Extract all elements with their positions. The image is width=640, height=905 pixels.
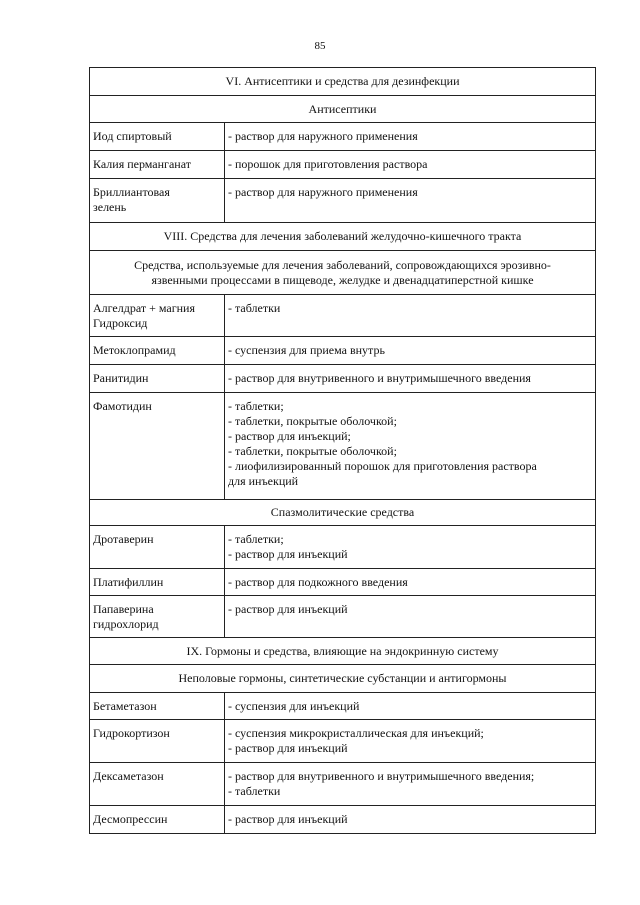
drug-row <box>90 179 596 223</box>
drug-name: Дексаметазон <box>93 769 164 783</box>
dosage-form: - порошок для приготовления раствора <box>228 157 428 171</box>
drug-name: Платифиллин <box>93 575 164 589</box>
drug-name: Гидроксид <box>93 316 148 330</box>
dosage-form: - таблетки <box>228 784 281 798</box>
drug-row <box>90 596 596 638</box>
dosage-forms-cell <box>225 596 596 638</box>
dosage-form: - раствор для инъекций <box>228 547 348 561</box>
section-heading: VIII. Средства для лечения заболеваний желудочно-кишечного тракта <box>90 223 596 251</box>
drug-name: зелень <box>93 200 127 214</box>
drug-name-cell <box>90 806 225 834</box>
dosage-form: - суспензия для инъекций <box>228 699 360 713</box>
drug-name-cell <box>90 295 225 337</box>
drug-name: Метоклопрамид <box>93 343 176 357</box>
dosage-form: - таблетки; <box>228 399 284 413</box>
dosage-form: - лиофилизированный порошок для приготовления раствора <box>228 459 537 473</box>
drug-name-cell <box>90 763 225 806</box>
drug-row <box>90 123 596 151</box>
drug-name-cell <box>90 393 225 500</box>
dosage-forms-cell <box>225 151 596 179</box>
section-heading: VI. Антисептики и средства для дезинфекции <box>90 68 596 96</box>
drug-name-cell <box>90 337 225 365</box>
drug-row <box>90 763 596 806</box>
dosage-forms-cell <box>225 806 596 834</box>
dosage-forms-cell <box>225 720 596 763</box>
dosage-forms-cell <box>225 295 596 337</box>
drug-row <box>90 151 596 179</box>
dosage-form: - раствор для внутривенного и внутримышечного введения <box>228 371 531 385</box>
drug-list-table <box>89 67 596 834</box>
drug-name-cell <box>90 596 225 638</box>
dosage-form: - суспензия для приема внутрь <box>228 343 385 357</box>
drug-name: гидрохлорид <box>93 617 159 631</box>
drug-name-cell <box>90 123 225 151</box>
drug-name: Алгелдрат + магния <box>93 301 195 315</box>
dosage-form: - раствор для инъекций <box>228 741 348 755</box>
drug-name: Иод спиртовый <box>93 129 172 143</box>
drug-name: Папаверина <box>93 602 154 616</box>
drug-row <box>90 693 596 720</box>
drug-row <box>90 806 596 834</box>
drug-name-cell <box>90 526 225 569</box>
drug-list-body <box>90 68 596 834</box>
section-heading-line: Средства, используемые для лечения заболеваний, сопровождающихся эрозивно- <box>134 257 551 272</box>
dosage-forms-cell <box>225 337 596 365</box>
drug-name: Бриллиантовая <box>93 185 170 199</box>
dosage-form: - раствор для инъекций <box>228 602 348 616</box>
drug-name-cell <box>90 179 225 223</box>
drug-name-cell <box>90 720 225 763</box>
drug-row <box>90 526 596 569</box>
dosage-form: - раствор для наружного применения <box>228 129 418 143</box>
dosage-forms-cell <box>225 763 596 806</box>
drug-name: Бетаметазон <box>93 699 157 713</box>
drug-row <box>90 393 596 500</box>
section-heading-row <box>90 223 596 251</box>
section-heading-row <box>90 500 596 526</box>
drug-name-cell <box>90 569 225 596</box>
section-heading: Антисептики <box>90 96 596 123</box>
dosage-forms-cell <box>225 179 596 223</box>
drug-row <box>90 569 596 596</box>
dosage-forms-cell <box>225 569 596 596</box>
drug-name: Десмопрессин <box>93 812 168 826</box>
dosage-form: - таблетки <box>228 301 281 315</box>
dosage-form: - раствор для подкожного введения <box>228 575 408 589</box>
dosage-form: для инъекций <box>228 474 299 488</box>
section-heading: IX. Гормоны и средства, влияющие на эндокринную систему <box>90 638 596 665</box>
drug-name: Фамотидин <box>93 399 152 413</box>
drug-name-cell <box>90 365 225 393</box>
section-heading-line: язвенными процессами в пищеводе, желудке и двенадцатиперстной кишке <box>151 272 534 287</box>
section-heading-row <box>90 638 596 665</box>
dosage-form: - раствор для инъекций; <box>228 429 351 443</box>
dosage-form: - раствор для внутривенного и внутримышечного введения; <box>228 769 535 783</box>
dosage-form: - таблетки; <box>228 532 284 546</box>
dosage-form: - раствор для наружного применения <box>228 185 418 199</box>
drug-name-cell <box>90 151 225 179</box>
dosage-form: - таблетки, покрытые оболочкой; <box>228 414 397 428</box>
drug-name-cell <box>90 693 225 720</box>
drug-row <box>90 720 596 763</box>
drug-name: Дротаверин <box>93 532 154 546</box>
dosage-forms-cell <box>225 526 596 569</box>
section-heading-row <box>90 96 596 123</box>
dosage-forms-cell <box>225 365 596 393</box>
drug-name: Гидрокортизон <box>93 726 170 740</box>
dosage-form: - раствор для инъекций <box>228 812 348 826</box>
dosage-form: - таблетки, покрытые оболочкой; <box>228 444 397 458</box>
dosage-forms-cell <box>225 123 596 151</box>
drug-row <box>90 295 596 337</box>
dosage-forms-cell <box>225 393 596 500</box>
drug-row <box>90 337 596 365</box>
section-heading <box>90 251 596 295</box>
section-heading-row <box>90 68 596 96</box>
dosage-forms-cell <box>225 693 596 720</box>
section-heading: Неполовые гормоны, синтетические субстанции и антигормоны <box>90 665 596 693</box>
dosage-form: - суспензия микрокристаллическая для инъекций; <box>228 726 484 740</box>
page-number: 85 <box>314 40 326 52</box>
drug-name: Калия перманганат <box>93 157 191 171</box>
section-heading: Спазмолитические средства <box>90 500 596 526</box>
section-heading-row <box>90 251 596 295</box>
drug-name: Ранитидин <box>93 371 149 385</box>
section-heading-row <box>90 665 596 693</box>
drug-row <box>90 365 596 393</box>
